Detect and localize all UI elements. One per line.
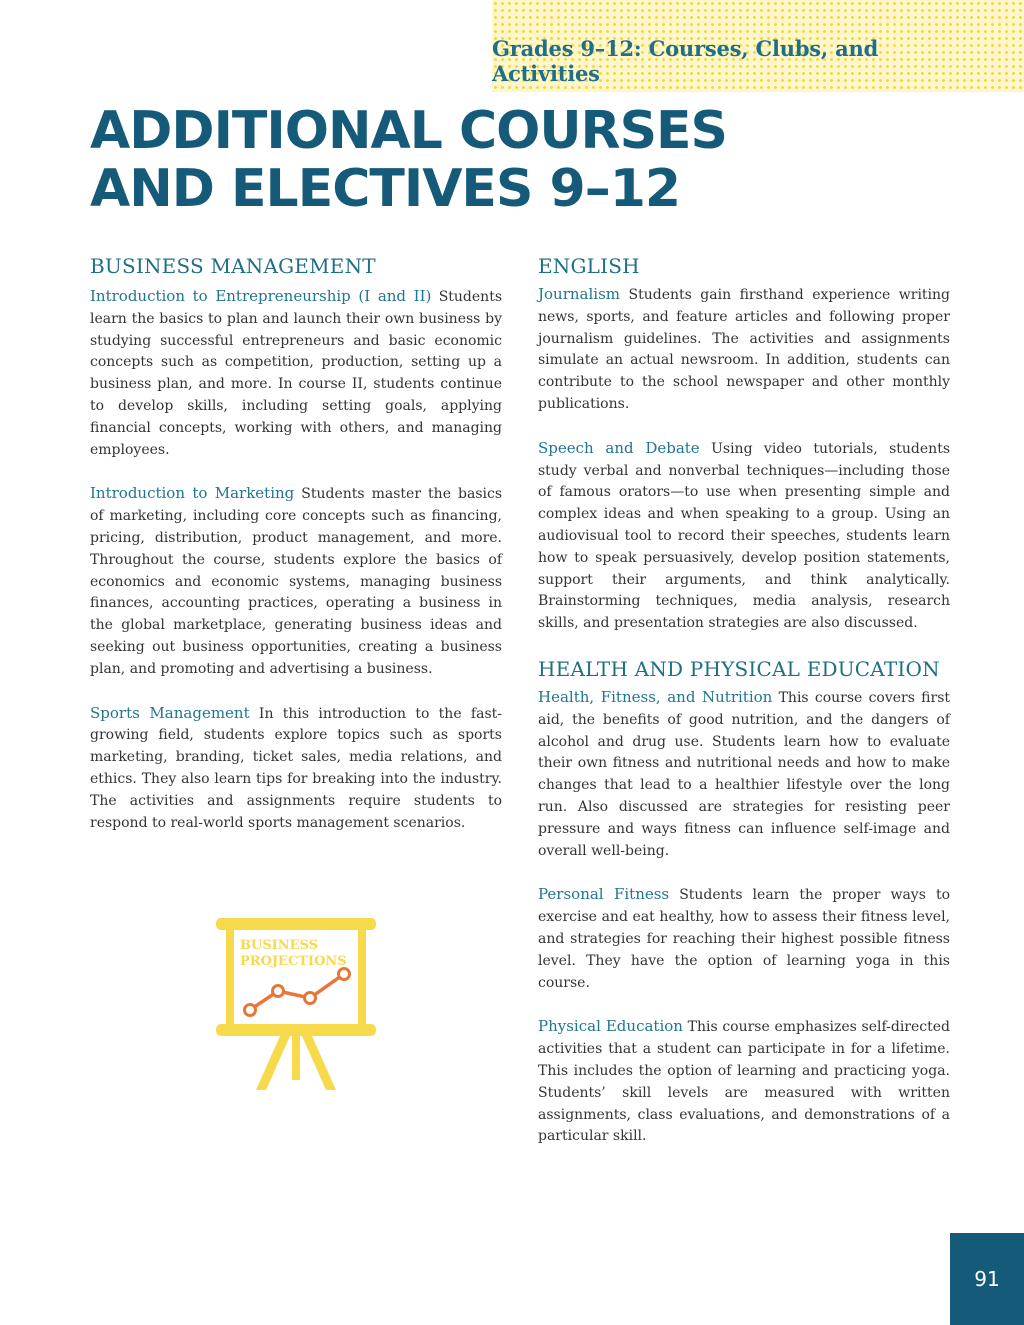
presentation-easel-chart-icon [212, 912, 380, 1092]
trend-point [273, 986, 284, 997]
right-column [538, 254, 950, 1170]
illustration-label-line-2: PROJECTIONS [240, 954, 347, 969]
course-description: Students learn the basics to plan and launch their own business by studying successful entrepreneurs and basic economic concepts such as competition, production, setting up a business plan, and more. In course II, students continue to develop skills, including setting goals, applying financial concepts, working with others, and managing employees. [90, 289, 503, 458]
course-entry-sports-management [90, 703, 502, 835]
course-name: Speech and Debate [538, 438, 700, 457]
course-name: Sports Management [90, 703, 250, 722]
trend-point [245, 1005, 256, 1016]
running-header: Grades 9–12: Courses, Clubs, and Activities [492, 36, 879, 86]
course-name: Introduction to Marketing [90, 484, 295, 503]
course-entry-physical-education [538, 1016, 950, 1148]
section-heading-health-and-physical-education: HEALTH AND PHYSICAL EDUCATION [538, 656, 940, 681]
page-title [90, 102, 727, 218]
page-number-box [950, 1233, 1024, 1325]
trend-point [339, 969, 350, 980]
course-entry-marketing [90, 483, 502, 680]
course-name: Physical Education [538, 1017, 683, 1036]
course-entry-journalism [538, 284, 950, 416]
course-description: Students master the basics of marketing, including core concepts such as financing, pricing, distribution, product management, and more. Throughout the course, students explore the basics of economics and economic systems, managing business finances, accounting practices, operating a business in the global marketplace, generating business ideas and seeking out business opportunities, creating a business plan, and promoting and advertising a business. [90, 486, 502, 677]
course-name: Journalism [538, 285, 620, 303]
easel-left-leg [256, 1036, 290, 1090]
page-title-line-1: ADDITIONAL COURSES [90, 101, 728, 161]
course-description: Using video tutorials, students study verbal and nonverbal techniques—including those of famous orators—to use when presenting simple and complex ideas and when speaking to a group. Using an audiovisual tool to record their speeches, students learn how to speak persuasively, develop position statements, support their arguments, and think analytically. Brainstorming techniques, media analysis, research skills, and presentation strategies are also discussed. [538, 440, 951, 632]
easel-top-bar [216, 918, 376, 930]
course-name: Introduction to Entrepreneurship (I and II) [90, 287, 432, 305]
section-heading-business-management: BUSINESS MANAGEMENT [90, 254, 376, 278]
trend-point [305, 993, 316, 1004]
easel-bottom-bar [216, 1024, 376, 1036]
course-entry-speech-and-debate [538, 438, 950, 635]
easel-right-side [358, 926, 366, 1030]
course-description: This course covers first aid, the benefits of good nutrition, and the dangers of alcohol and drug use. Students learn how to evaluate their own fitness and nutritional needs and how to make changes that lead to a healthier lifestyle over the long run. Also discussed are strategies for resisting peer pressure and ways fitness can influence self-image and overall well-being. [538, 689, 951, 859]
course-name: Health, Fitness, and Nutrition [538, 687, 773, 706]
course-description: In this introduction to the fast-growing field, students explore topics such as sports marketing, branding, ticket sales, media relations, and ethics. They also learn tips for breaking into the industry. The activities and assignments require students to respond to real-world sports management scenarios. [90, 705, 502, 831]
left-column [90, 254, 502, 856]
page-number: 91 [974, 1267, 1000, 1291]
course-description: Students gain firsthand experience writing news, sports, and feature articles and following proper journalism guidelines. The activities and assignments simulate an actual newsroom. In addition, students can contribute to the school newspaper and other monthly publications. [538, 287, 951, 412]
easel-left-side [226, 926, 234, 1030]
section-heading-english: ENGLISH [538, 254, 640, 278]
easel-right-leg [302, 1036, 336, 1090]
course-description: Students learn the proper ways to exercise and eat healthy, how to assess their fitness level, and strategies for reaching their highest possible fitness level. They have the option of learning yoga in this course. [538, 887, 951, 991]
course-entry-entrepreneurship [90, 286, 502, 461]
course-entry-personal-fitness [538, 884, 950, 994]
easel-center-leg [292, 1036, 300, 1080]
page-title-line-2: AND ELECTIVES 9–12 [90, 159, 681, 219]
header-band [492, 0, 1024, 92]
illustration-label-line-1: BUSINESS [240, 938, 319, 953]
trend-line [250, 974, 344, 1010]
course-description: This course emphasizes self-directed activities that a student can participate in for a lifetime. This includes the option of learning and practicing yoga. Students’ skill levels are measured with written assignments, class evaluations, and demonstrations of a particular skill. [538, 1019, 951, 1145]
course-entry-health-fitness-nutrition [538, 687, 950, 862]
course-name: Personal Fitness [538, 885, 670, 904]
